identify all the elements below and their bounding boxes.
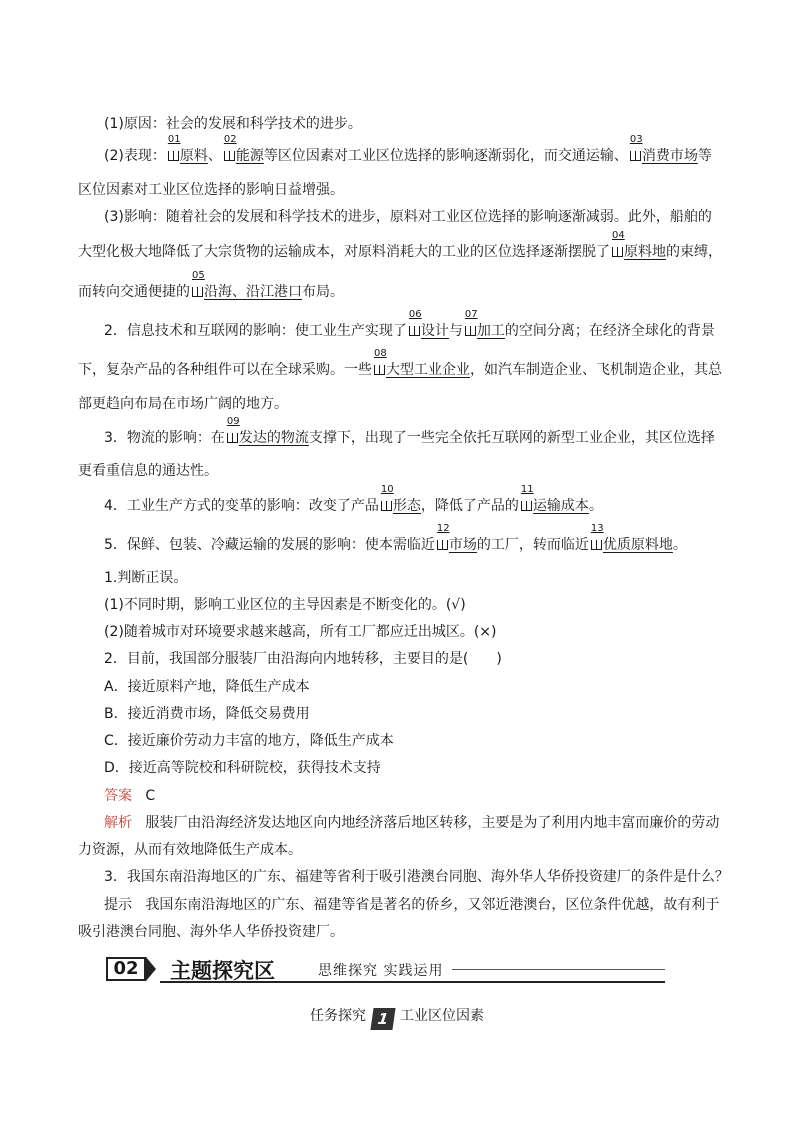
blank-glyph-icon	[227, 433, 238, 443]
paragraph-line	[78, 461, 218, 481]
text: 布局。	[302, 284, 344, 300]
text: 2．信息技术和互联网的影响：使工业生产实现了	[104, 323, 407, 339]
text: 、	[207, 148, 222, 164]
text: (2)表现：	[104, 148, 166, 164]
marker-number: 09	[226, 416, 240, 427]
section-number-badge: 02	[106, 957, 146, 981]
blank-glyph-icon	[630, 151, 641, 161]
marker-number: 07	[464, 309, 478, 320]
fill-answer: 消费市场	[641, 148, 698, 164]
marker-number: 01	[167, 134, 181, 145]
blank-marker-04	[612, 230, 625, 262]
text: C．接近廉价劳动力丰富的地方，降低生产成本	[104, 733, 394, 749]
paragraph-line	[78, 270, 344, 302]
option-d	[104, 758, 381, 778]
text: 等区位因素对工业区位选择的影响逐渐弱化，而交通运输、	[263, 148, 628, 164]
blank-glyph-icon	[437, 540, 448, 550]
marker-number: 13	[590, 523, 604, 534]
blank-marker-12	[436, 523, 450, 555]
fill-answer: 加工	[476, 323, 505, 339]
section-rule-thin	[452, 969, 665, 970]
text: ，如汽车制造企业、飞机制造企业，其总	[470, 362, 722, 378]
marker-number: 03	[629, 134, 643, 145]
section-title: 主题探究区	[170, 958, 275, 983]
blank-glyph-icon	[612, 247, 623, 257]
blank-glyph-icon	[521, 501, 532, 511]
answer-line	[104, 786, 155, 806]
text: 3．物流的影响：在	[104, 430, 225, 446]
blank-marker-10	[380, 484, 394, 516]
text: 区位因素对工业区位选择的影响日益增强。	[78, 182, 344, 198]
explanation-line	[104, 813, 719, 833]
task-title: 工业区位因素	[400, 1008, 484, 1024]
marker-number: 12	[436, 523, 450, 534]
blank-glyph-icon	[168, 151, 179, 161]
option-b	[104, 704, 310, 724]
paragraph-line	[78, 180, 344, 200]
text: ，降低了产品的	[420, 498, 519, 514]
fill-answer: 原料	[179, 148, 208, 164]
blank-marker-01	[167, 134, 181, 166]
task-label: 任务探究	[310, 1008, 366, 1024]
text: 。	[672, 537, 687, 553]
blank-marker-09	[226, 416, 240, 448]
text: 支撑下，出现了一些完全依托互联网的新型工业企业，其区位选择	[308, 430, 715, 446]
blank-glyph-icon	[374, 365, 385, 375]
text: (1)不同时期，影响工业区位的主导因素是不断变化的。(√)	[104, 597, 466, 613]
text: (3)影响：随着社会的发展和科学技术的进步，原料对工业区位选择的影响逐渐减弱。此外，船舶的	[104, 209, 712, 225]
paragraph-info-tech	[104, 309, 715, 341]
question-1b	[104, 622, 496, 642]
fill-answer: 大型工业企业	[386, 362, 470, 378]
blank-glyph-icon	[192, 287, 203, 297]
fill-answer: 原料地	[624, 244, 666, 260]
blank-marker-05	[192, 270, 205, 302]
question-2	[104, 649, 502, 669]
paragraph-line	[78, 840, 302, 860]
blank-glyph-icon	[409, 326, 420, 336]
paragraph-manifestation	[104, 134, 712, 166]
hint-label: 提示	[104, 897, 132, 913]
blank-marker-02	[223, 134, 237, 166]
text: 我国东南沿海地区的广东、福建等省是著名的侨乡，又邻近港澳台，区位条件优越，故有利于	[145, 897, 720, 913]
task-number-badge: 1	[370, 1008, 395, 1030]
marker-number: 05	[192, 270, 205, 281]
text: 部更趋向布局在市场广阔的地方。	[78, 396, 288, 412]
marker-number: 04	[612, 230, 625, 241]
answer-label: 答案	[104, 788, 132, 804]
text: D．接近高等院校和科研院校，获得技术支持	[104, 760, 381, 776]
text: A．接近原料产地，降低生产成本	[104, 679, 310, 695]
option-a	[104, 677, 310, 697]
fill-answer: 发达的物流	[238, 430, 309, 446]
fill-answer: 运输成本	[532, 498, 589, 514]
text: 4．工业生产方式的变革的影响：改变了产品	[104, 498, 379, 514]
text: 服装厂由沿海经济发达地区向内地经济落后地区转移，主要是为了利用内地丰富而廉价的劳动	[145, 815, 720, 831]
question-1a	[104, 595, 466, 615]
blank-glyph-icon	[465, 326, 476, 336]
task-heading	[0, 1005, 794, 1030]
marker-number: 06	[408, 309, 422, 320]
text: B．接近消费市场，降低交易费用	[104, 706, 310, 722]
fill-answer: 市场	[448, 537, 477, 553]
text: 3．我国东南沿海地区的广东、福建等省利于吸引港澳台同胞、海外华人华侨投资建厂的条件是什么？	[104, 869, 729, 885]
marker-number: 02	[223, 134, 237, 145]
blank-glyph-icon	[591, 540, 602, 550]
paragraph-logistics	[104, 416, 715, 448]
fill-answer: 沿海、沿江港口	[204, 284, 302, 300]
text: 下，复杂产品的各种组件可以在全球采购。一些	[78, 362, 372, 378]
text: 力资源，从而有效地降低生产成本。	[78, 842, 302, 858]
paragraph-line	[78, 348, 722, 380]
blank-marker-03	[629, 134, 643, 166]
paragraph-cause	[104, 114, 362, 134]
paragraph-line	[78, 230, 722, 262]
text: (2)随着城市对环境要求越来越高，所有工厂都应迁出城区。(×)	[104, 624, 497, 640]
marker-number: 08	[374, 348, 387, 359]
text: 等	[697, 148, 712, 164]
blank-glyph-icon	[224, 151, 235, 161]
paragraph-cold-chain	[104, 523, 687, 555]
text: 吸引港澳台同胞、海外华人华侨投资建厂。	[78, 924, 344, 940]
text: 的工厂，转而临近	[476, 537, 589, 553]
section-subtitle: 思维探究 实践运用	[318, 963, 444, 979]
option-c	[104, 731, 394, 751]
text: (1)原因：社会的发展和科学技术的进步。	[104, 116, 362, 132]
paragraph-line	[78, 394, 288, 414]
text: 5．保鲜、包装、冷藏运输的发展的影响：使本需临近	[104, 537, 435, 553]
fill-answer: 形态	[392, 498, 421, 514]
text: 2．目前，我国部分服装厂由沿海向内地转移，主要目的是( )	[104, 651, 502, 667]
blank-glyph-icon	[381, 501, 392, 511]
text: 的束缚，	[666, 244, 722, 260]
blank-marker-13	[590, 523, 604, 555]
answer-value: C	[145, 788, 156, 804]
text: 的空间分离；在经济全球化的背景	[504, 323, 715, 339]
badge-arrow-icon	[146, 957, 156, 981]
blank-marker-07	[464, 309, 478, 341]
marker-number: 11	[520, 484, 534, 495]
blank-marker-11	[520, 484, 534, 516]
fill-answer: 设计	[420, 323, 449, 339]
blank-marker-06	[408, 309, 422, 341]
marker-number: 10	[380, 484, 394, 495]
text: 大型化极大地降低了大宗货物的运输成本，对原料消耗大的工业的区位选择逐渐摆脱了	[78, 244, 610, 260]
text: 而转向交通便捷的	[78, 284, 190, 300]
text: 与	[448, 323, 463, 339]
section-header	[106, 957, 666, 983]
hint-line	[104, 895, 719, 915]
paragraph-line	[78, 922, 344, 942]
text: 更看重信息的通达性。	[78, 463, 218, 479]
paragraph-impact	[104, 207, 712, 227]
text: 1.判断正误。	[104, 570, 188, 586]
question-1-heading	[104, 568, 187, 588]
blank-marker-08	[374, 348, 387, 380]
question-3	[104, 867, 729, 887]
paragraph-production-change	[104, 484, 603, 516]
text: 。	[588, 498, 603, 514]
fill-answer: 优质原料地	[602, 537, 673, 553]
explanation-label: 解析	[104, 815, 132, 831]
fill-answer: 能源	[235, 148, 264, 164]
